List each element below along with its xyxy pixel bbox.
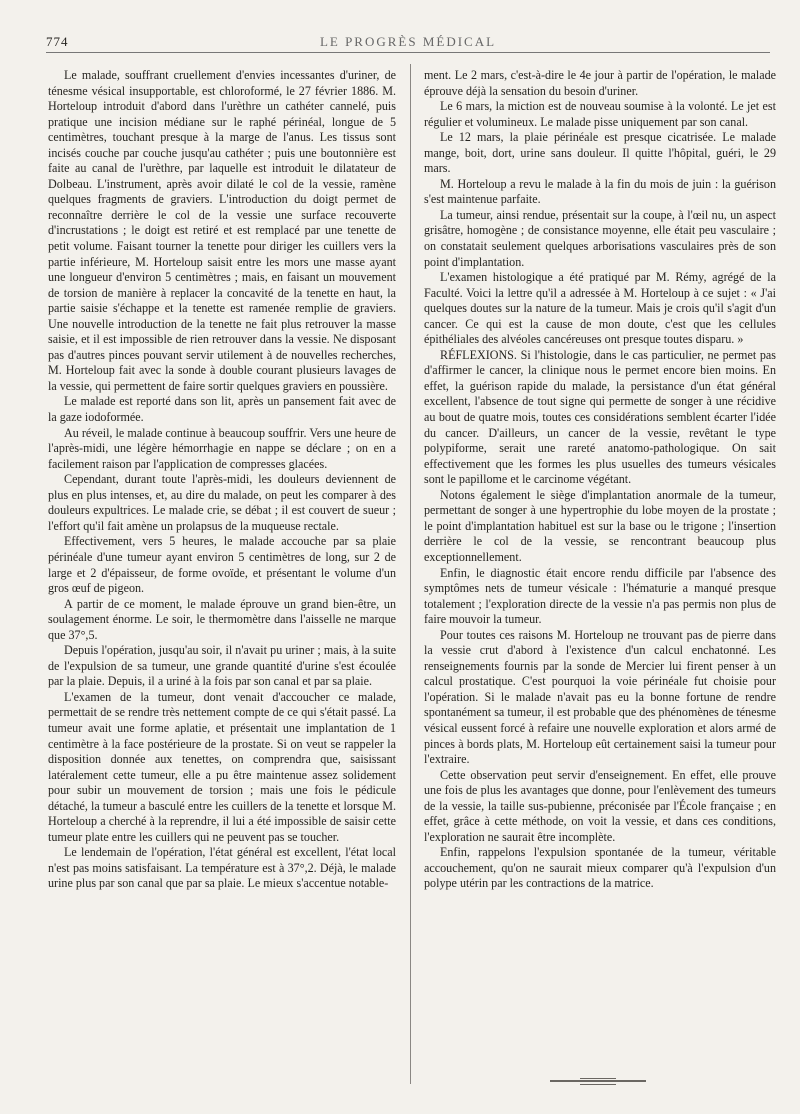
paragraph: La tumeur, ainsi rendue, présentait sur la coupe, à l'œil nu, un aspect grisâtre, homogène ; de consistance moyenne, elle était peu vasculaire ; on constatait seulement quelques arborisations vasculaires près de son point d'implantation.	[424, 207, 776, 269]
paragraph: M. Horteloup a revu le malade à la fin du mois de juin : la guérison s'est maintenue parfaite.	[424, 176, 776, 207]
paragraph: Effectivement, vers 5 heures, le malade accouche par sa plaie périnéale d'une tumeur ayant environ 5 centimètres de long, sur 2 de large et 2 d'épaisseur, de forme ovoïde, et présentant le volume d'un gros œuf de pigeon.	[48, 534, 396, 596]
page-header	[46, 34, 770, 53]
paragraph: Notons également le siège d'implantation anormale de la tumeur, permettant de songer à une hypertrophie du lobe moyen de la prostate ; le point d'implantation habituel est sur la base ou le trigone ; l'insertion derrière le col de la vessie, se rencontrant beaucoup plus exceptionnellement.	[424, 487, 776, 564]
paragraph: ment. Le 2 mars, c'est-à-dire le 4e jour à partir de l'opération, le malade éprouve déjà la sensation du besoin d'uriner.	[424, 68, 776, 98]
end-ornament	[550, 1080, 646, 1082]
paragraph: Le lendemain de l'opération, l'état général est excellent, l'état local n'est pas moins satisfaisant. La température est à 37°,2. Déjà, le malade urine plus par son canal que par sa plaie. Le mieux s'accentue notable-	[48, 845, 396, 891]
text-column-right	[424, 68, 776, 892]
paragraph: Le malade est reporté dans son lit, après un pansement fait avec de la gaze iodoformée.	[48, 394, 396, 425]
paragraph: Le malade, souffrant cruellement d'envies incessantes d'uriner, de ténesme vésical insupportable, est chloroformé, le 27 février 1886. M. Horteloup introduit d'abord dans l'urèthre un cathéter cannelé, puis pratique une incision médiane sur le raphé périnéal, longue de 5 centimètres, touchant presque à la marge de l'anus. Les tissus sont incisés couche par couche jusqu'au cathéter ; puis une boutonnière est faite au canal de l'urèthre, par laquelle est introduit le dilatateur de Dolbeau. L'instrument, après avoir dilaté le col de la vessie, ramène quelques fragments de graviers. L'introduction du doigt permet de reconnaître derrière le col de la vessie une surface recouverte d'incrustations ; le doigt est retiré et est remplacé par une tenette de petit volume. Faisant tourner la tenette pour diriger les cuillers vers la partie inférieure, M. Horteloup saisit entre les mors une masse ayant une longueur d'environ 5 centimètres ; mais, en faisant un mouvement de torsion de manière à replacer la concavité de la tenette en haut, la partie saisie s'échappe et la tenette est ramenée remplie de graviers. Une nouvelle introduction de la tenette ne fait plus retrouver la masse saisie, et il est impossible de rien retrouver dans la vessie. Ne disposant pas d'autres pinces pouvant servir utilement à de nouvelles recherches, M. Horteloup fait avec la sonde à double courant plusieurs lavages de la vessie, qui permettent de faire sortir quelques graviers en poussière.	[48, 68, 396, 393]
page-number: 774	[46, 34, 69, 49]
paragraph: Au réveil, le malade continue à beaucoup souffrir. Vers une heure de l'après-midi, une légère hémorrhagie en nappe se déclare ; on en a facilement raison par l'application de compresses glacées.	[48, 425, 396, 471]
paragraph: Le 12 mars, la plaie périnéale est presque cicatrisée. Le malade mange, boit, dort, urine sans douleur. Il quitte l'hôpital, guéri, le 29 mars.	[424, 130, 776, 176]
text-column-left	[48, 68, 396, 892]
paragraph: Depuis l'opération, jusqu'au soir, il n'avait pu uriner ; mais, à la suite de l'expulsion de sa tumeur, une grande quantité d'urine s'est écoulée par la plaie. Depuis, il a uriné à la fois par son canal et par sa plaie.	[48, 643, 396, 689]
paragraph: RÉFLEXIONS. Si l'histologie, dans le cas particulier, ne permet pas d'affirmer le cancer, la clinique nous le permet encore bien moins. En effet, la guérison rapide du malade, la persistance d'un état général excellent, l'absence de tout signe qui permette de songer à une récidive au bout de quatre mois, toutes ces considérations semblent écarter l'idée du cancer. D'ailleurs, un cancer de la vessie, revêtant le type polypiforme, serait une rareté anatomo-pathologique. On sait effectivement que les formes les plus usuelles des tumeurs vésicales sont le papillome et le carcinome végétant.	[424, 347, 776, 487]
running-title: LE PROGRÈS MÉDICAL	[319, 34, 497, 49]
paragraph: Enfin, le diagnostic était encore rendu difficile par l'absence des symptômes nets de tumeur vésicale : l'hématurie a manqué presque totalement ; l'exploration directe de la vessie n'a pas permis non plus de faire mouvoir la tumeur.	[424, 565, 776, 627]
paragraph: Cette observation peut servir d'enseignement. En effet, elle prouve une fois de plus les avantages que donne, pour l'enlèvement des tumeurs de la vessie, la taille sus-pubienne, préconisée par l'École française ; en effet, grâce à cette méthode, on voit la vessie, et dans ces conditions, l'exploration ne saurait être incomplète.	[424, 767, 776, 844]
paragraph: Pour toutes ces raisons M. Horteloup ne trouvant pas de pierre dans la vessie crut d'abord à l'existence d'un calcul enchatonné. Les renseignements fournis par la sonde de Mercier lui firent penser à un calcul prostatique. C'est pourquoi la voie périnéale fut choisie pour l'opération. Si le malade n'avait pas eu la bonne fortune de rendre spontanément sa tumeur, il est probable que des phénomènes de ténesme vésical eussent forcé à refaire une nouvelle exploration et alors armé de pinces à bords plats, M. Horteloup eût certainement saisi la tumeur pour l'extraire.	[424, 627, 776, 767]
paragraph: L'examen de la tumeur, dont venait d'accoucher ce malade, permettait de se rendre très nettement compte de ce qui s'était passé. La tumeur avait une forme aplatie, et présentait une implantation de 1 centimètre à la face postérieure de la prostate. Si on veut se rappeler la disposition donnée aux tenettes, on comprendra que, saisissant latéralement cette tumeur, elle a pu être maintenue assez solidement pour subir un mouvement de torsion ; mais une fois le pédicule détaché, la tumeur a basculé entre les cuillers de la tenette et lorsque M. Horteloup a cherché à la reprendre, il lui a été impossible de saisir cette tumeur plate entre les cuillers qui ne peuvent pas se toucher.	[48, 689, 396, 844]
paragraph: A partir de ce moment, le malade éprouve un grand bien-être, un soulagement énorme. Le soir, le thermomètre dans l'aisselle ne marque que 37°,5.	[48, 596, 396, 642]
paragraph: Le 6 mars, la miction est de nouveau soumise à la volonté. Le jet est régulier et volumineux. Le malade pisse uniquement par son canal.	[424, 99, 776, 129]
paragraph: Enfin, rappelons l'expulsion spontanée de la tumeur, véritable accouchement, qu'on ne saurait mieux comparer qu'à l'expulsion d'un polype utérin par les contractions de la matrice.	[424, 845, 776, 891]
column-divider	[410, 64, 411, 1084]
paragraph: Cependant, durant toute l'après-midi, les douleurs deviennent de plus en plus intenses, et, au dire du malade, on peut les comparer à des douleurs expultrices. Le malade crie, se débat ; il est couvert de sueur ; l'effort qu'il fait amène un prolapsus de la muqueuse rectale.	[48, 472, 396, 533]
paragraph: L'examen histologique a été pratiqué par M. Rémy, agrégé de la Faculté. Voici la lettre qu'il a adressée à M. Horteloup à ce sujet : « J'ai quelques doutes sur la nature de la tumeur. Mais je crois qu'il s'agit d'un cancer. Ce qui est la cause de mon doute, c'est que les cellules épithéliales des alvéoles cancéreuses ont presque toutes disparu. »	[424, 270, 776, 347]
